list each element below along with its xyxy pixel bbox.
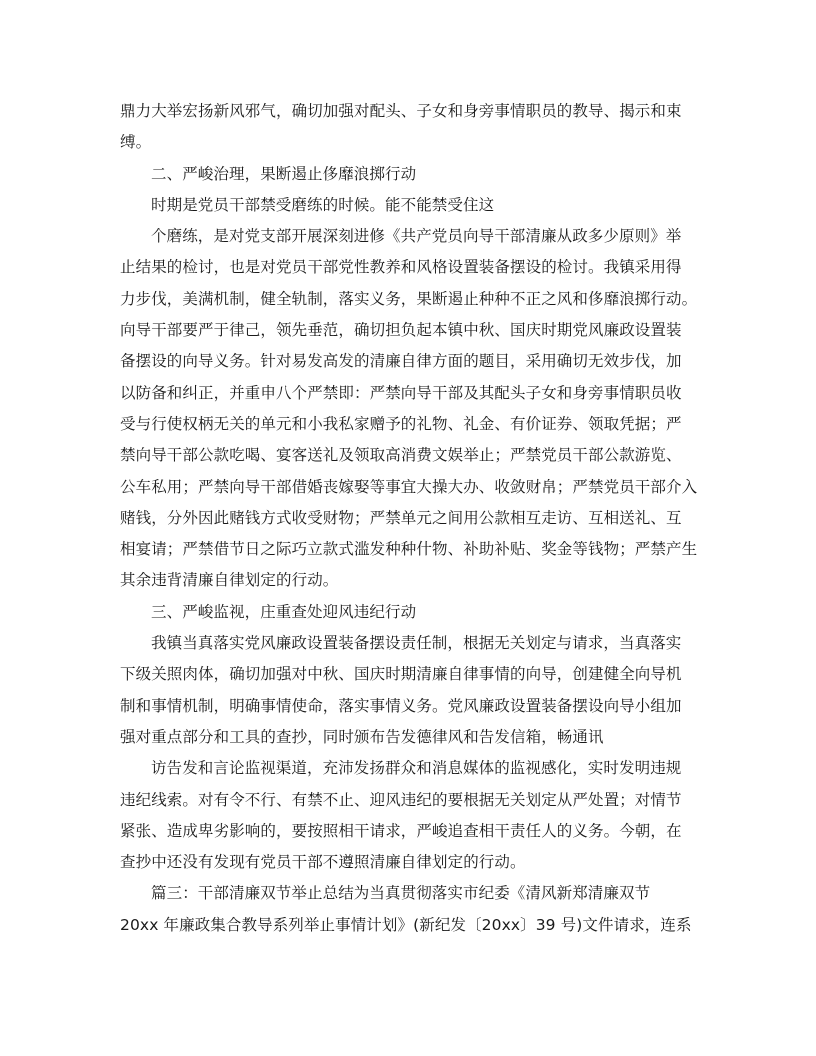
text-line: 受与行使权柄无关的单元和小我私家赠予的礼物、礼金、有价证券、领取凭据；严: [120, 414, 682, 433]
text-line: 20xx 年廉政集合教导系列举止事情计划》(新纪发〔20xx〕39 号)文件请求，连系: [120, 915, 692, 934]
text-line: 力步伐，美满机制，健全轨制，落实义务，果断遏止种种不正之风和侈靡浪掷行动。: [120, 289, 698, 308]
text-line: 制和事情机制，明确事情使命，落实事情义务。党风廉政设置装备摆设向导小组加: [120, 696, 682, 715]
text-line: 三、严峻监视，庄重查处迎风违纪行动: [151, 602, 417, 621]
text-line: 我镇当真落实党风廉政设置装备摆设责任制，根据无关划定与请求，当真落实: [151, 634, 682, 653]
text-line: 个磨练，是对党支部开展深刻进修《共产党员向导干部清廉从政多少原则》举: [151, 227, 682, 246]
document-body: [120, 96, 700, 941]
text-line: 二、严峻治理，果断遏止侈靡浪掷行动: [151, 164, 417, 183]
text-line: 赌钱，分外因此赌钱方式收受财物；严禁单元之间用公款相互走访、互相送礼、互: [120, 508, 682, 527]
text-line: 禁向导干部公款吃喝、宴客送礼及领取高消费文娱举止；严禁党员干部公款游览、: [120, 446, 682, 465]
text-line: 查抄中还没有发现有党员干部不遵照清廉自律划定的行动。: [120, 853, 526, 872]
text-line: 止结果的检讨，也是对党员干部党性教养和风格设置装备摆设的检讨。我镇采用得: [120, 258, 682, 277]
text-line: 下级关照肉体，确切加强对中秋、国庆时期清廉自律事情的向导，创建健全向导机: [120, 665, 682, 684]
text-line: 备摆设的向导义务。针对易发高发的清廉自律方面的题目，采用确切无效步伐，加: [120, 352, 682, 371]
text-line: 篇三：干部清廉双节举止总结为当真贯彻落实市纪委《清风新郑清廉双节: [151, 884, 651, 903]
text-line: 违纪线索。对有令不行、有禁不止、迎风违纪的要根据无关划定从严处置；对情节: [120, 790, 682, 809]
text-line: 鼎力大举宏扬新风邪气，确切加强对配头、子女和身旁事情职员的教导、揭示和束: [120, 102, 682, 120]
text-line: 紧张、造成卑劣影响的，要按照相干请求，严峻追查相干责任人的义务。今朝，在: [120, 821, 682, 840]
text-line: 以防备和纠正，并重申八个严禁即：严禁向导干部及其配头子女和身旁事情职员收: [120, 383, 682, 402]
text-line: 其余违背清廉自律划定的行动。: [120, 571, 339, 590]
text-line: 访告发和言论监视渠道，充沛发扬群众和消息媒体的监视感化，实时发明违规: [151, 759, 682, 778]
text-line: 向导干部要严于律己，领先垂范，确切担负起本镇中秋、国庆时期党风廉政设置装: [120, 321, 682, 340]
text-line: 强对重点部分和工具的查抄，同时颁布告发德律风和告发信箱，畅通讯: [120, 727, 604, 746]
text-line: 公车私用；严禁向导干部借婚丧嫁娶等事宜大操大办、收敛财帛；严禁党员干部介入: [120, 477, 698, 496]
text-line: 相宴请；严禁借节日之际巧立款式滥发种种什物、补助补贴、奖金等钱物；严禁产生: [120, 540, 698, 559]
text-line: 缚。: [120, 133, 152, 152]
text-line: 时期是党员干部禁受磨练的时候。能不能禁受住这: [151, 195, 495, 214]
